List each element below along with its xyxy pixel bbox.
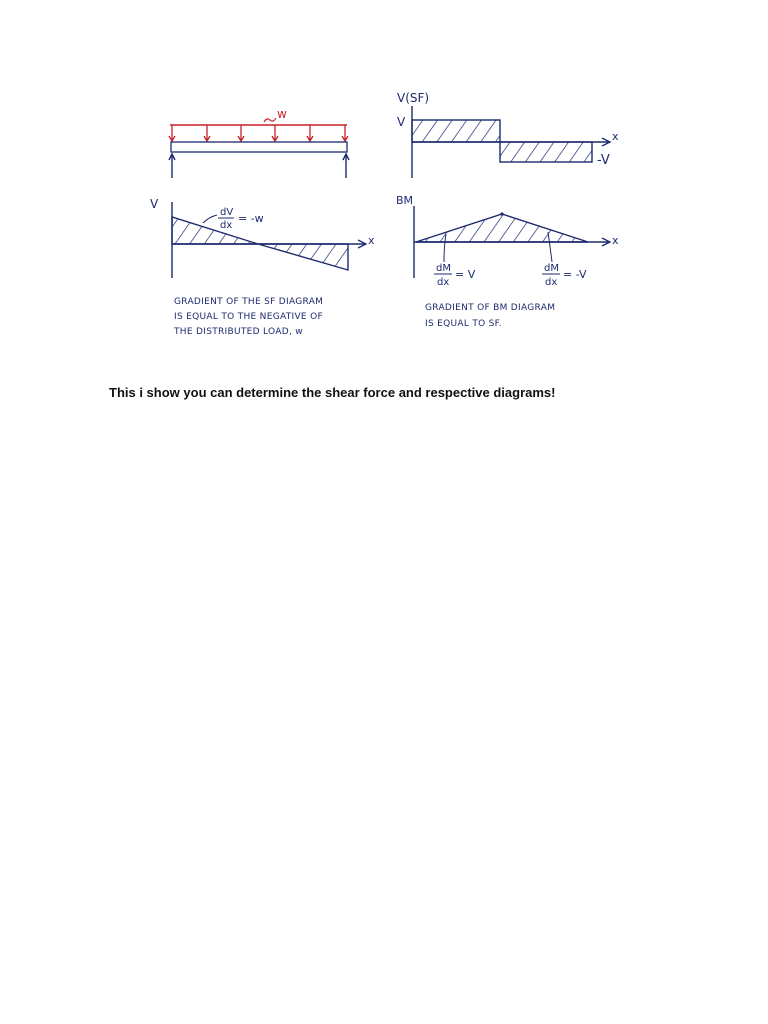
bm-diagram bbox=[396, 194, 619, 329]
sf-tri-note-line-2: IS EQUAL TO THE NEGATIVE OF bbox=[174, 312, 323, 322]
load-arrows bbox=[169, 125, 348, 141]
bm-triangle bbox=[416, 214, 588, 242]
sf-tri-x-label: x bbox=[368, 234, 375, 247]
sf-rect-x-label: x bbox=[612, 130, 619, 143]
bm-note-line-1: GRADIENT OF BM DIAGRAM bbox=[425, 303, 556, 313]
bm-left-num: dM bbox=[436, 263, 451, 274]
sf-rect-positive bbox=[412, 120, 500, 142]
sf-tri-diagram bbox=[150, 197, 375, 337]
bm-right-den: dx bbox=[545, 277, 558, 288]
bm-note-line-2: IS EQUAL TO SF. bbox=[425, 319, 502, 329]
sf-tri-eq-pointer bbox=[203, 215, 217, 223]
sf-rect-axis-label: V(SF) bbox=[397, 91, 430, 105]
sf-tri-axis-label: V bbox=[150, 197, 159, 211]
load-label: w bbox=[277, 107, 287, 121]
bm-axis-label: BM bbox=[396, 194, 414, 207]
bm-left-rhs: = V bbox=[455, 268, 476, 281]
sf-rect-negative bbox=[500, 142, 592, 162]
bm-right-rhs: = -V bbox=[563, 268, 587, 281]
bm-peak-dot bbox=[500, 212, 503, 215]
beam-diagram bbox=[169, 107, 349, 178]
sf-tri-note-line-1: GRADIENT OF THE SF DIAGRAM bbox=[174, 297, 324, 307]
sf-tri-eq-den: dx bbox=[220, 220, 233, 231]
bm-left-den: dx bbox=[437, 277, 450, 288]
sf-rect-neg-label: -V bbox=[597, 153, 610, 168]
sf-tri-negative bbox=[258, 244, 348, 270]
sf-rect-diagram bbox=[397, 91, 619, 178]
shear-moment-figure bbox=[140, 84, 660, 354]
beam bbox=[171, 142, 347, 152]
caption-text: This i show you can determine the shear force and respective diagrams! bbox=[109, 385, 556, 400]
figure-svg bbox=[140, 84, 660, 354]
sf-tri-note-line-3: THE DISTRIBUTED LOAD, w bbox=[174, 327, 303, 337]
load-squiggle bbox=[264, 118, 276, 122]
sf-tri-eq-rhs: = -w bbox=[238, 212, 264, 225]
bm-x-label: x bbox=[612, 234, 619, 247]
sf-tri-eq-num: dV bbox=[220, 207, 234, 218]
bm-right-num: dM bbox=[544, 263, 559, 274]
sf-rect-pos-label: V bbox=[397, 115, 406, 129]
support-arrows bbox=[169, 154, 349, 178]
